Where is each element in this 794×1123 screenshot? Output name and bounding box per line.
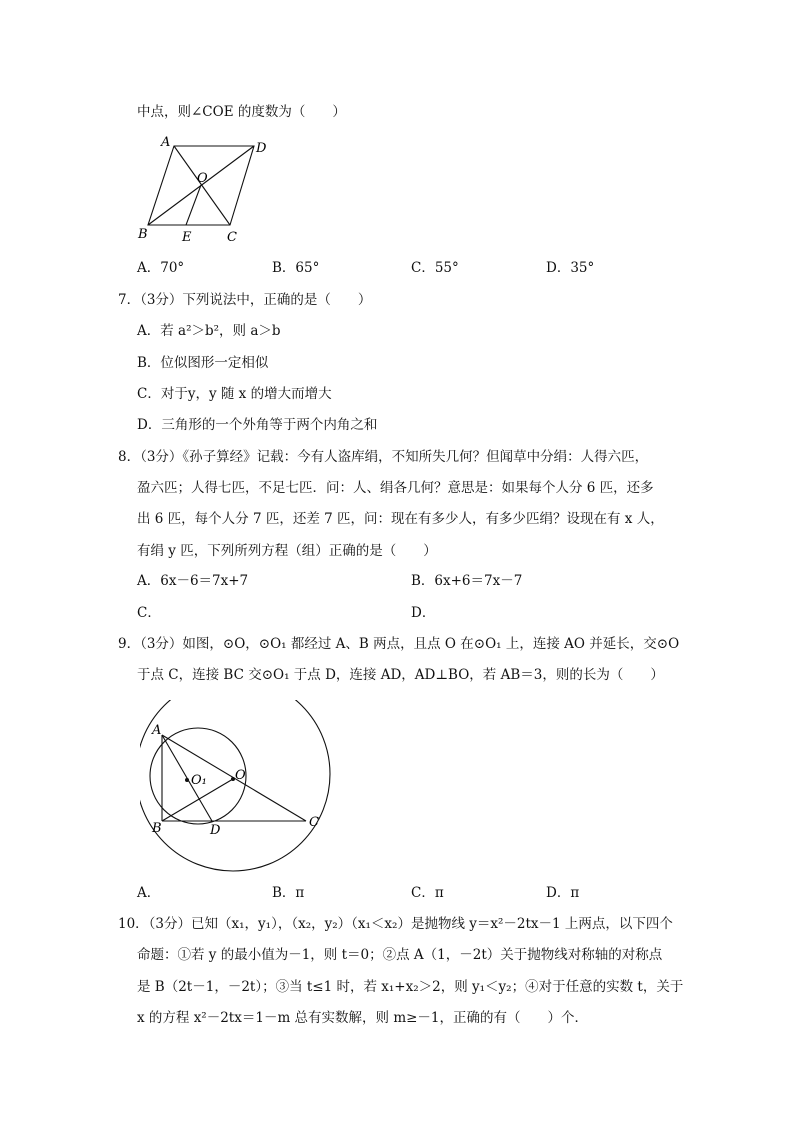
q6-option-a: A．70° [137, 260, 185, 276]
q8-option-c: C． [137, 605, 161, 621]
q10-line-1: 10．（3分）已知（x₁，y₁），（x₂，y₂）（x₁＜x₂）是抛物线 y＝x²－2tx－1 上两点，以下四个 [118, 916, 673, 932]
q8-line-1: 8．（3分）《孙子算经》记载：今有人盗库绢，不知所失几何？但闻草中分绢：人得六匹， [118, 449, 649, 465]
q10-line-2: 命题：①若 y 的最小值为－1，则 t＝0；②点 A（1，－2t）关于抛物线对称轴的对称点 [137, 947, 663, 963]
q7-option-d: D．三角形的一个外角等于两个内角之和 [137, 417, 378, 433]
q6-stem-tail: 中点，则∠COE 的度数为（ ） [137, 104, 346, 120]
label-e: E [182, 230, 192, 245]
q10-line-4: x 的方程 x²－2tx＝1－m 总有实数解，则 m≥－1，正确的有（ ）个． [137, 1010, 589, 1026]
q10-line-3: 是 B（2t－1，－2t）；③当 t≤1 时，若 x₁+x₂＞2，则 y₁＜y₂；④对于任意的实数 t，关于 [137, 979, 684, 995]
label-o: O [235, 768, 246, 783]
q6-option-b: B．65° [272, 260, 320, 276]
q6-option-d: D．35° [546, 260, 595, 276]
label-a: A [152, 723, 162, 738]
label-d: D [256, 141, 267, 156]
q9-line-1: 9．（3分）如图，⊙O，⊙O₁ 都经过 A、B 两点，且点 O 在⊙O₁ 上，连接 AO 并延长，交⊙O [118, 636, 680, 652]
label-o: O [197, 171, 208, 186]
label-c: C [309, 815, 319, 830]
q7-option-b: B．位似图形一定相似 [137, 355, 269, 371]
q9-option-b: B．π [272, 885, 305, 901]
label-d: D [210, 823, 221, 838]
q9-line-2: 于点 C，连接 BC 交⊙O₁ 于点 D，连接 AD，AD⊥BO，若 AB＝3，则的长为（ ） [137, 667, 664, 683]
q8-line-4: 有绢 y 匹，下列所列方程（组）正确的是（ ） [137, 543, 437, 559]
label-b: B [152, 821, 162, 836]
label-b: B [138, 227, 148, 242]
q9-option-a: A． [137, 885, 161, 901]
q6-option-c: C．55° [411, 260, 459, 276]
q7-option-c: C．对于y，y 随 x 的增大而增大 [137, 386, 332, 402]
parallelogram-figure [130, 132, 280, 247]
q8-option-b: B．6x+6＝7x－7 [411, 573, 523, 589]
label-c: C [227, 230, 237, 245]
q8-option-d: D． [411, 605, 436, 621]
q8-line-3: 出 6 匹，每个人分 7 匹，还差 7 匹，问：现在有多少人，有多少匹绢？设现在有 x 人， [137, 511, 664, 527]
q9-option-c: C．π [411, 885, 444, 901]
label-a: A [161, 135, 171, 150]
q9-option-d: D．π [546, 885, 580, 901]
q8-line-2: 盈六匹；人得七匹，不足七匹．问：人、绢各几何？意思是：如果每个人分 6 匹，还多 [137, 480, 654, 496]
circles-figure [140, 700, 340, 875]
label-o1: O₁ [191, 773, 207, 788]
q7-stem: 7．（3分）下列说法中，正确的是（ ） [118, 292, 372, 308]
q7-option-a: A．若 a²＞b²，则 a＞b [137, 323, 281, 339]
q8-option-a: A．6x－6＝7x+7 [137, 573, 249, 589]
